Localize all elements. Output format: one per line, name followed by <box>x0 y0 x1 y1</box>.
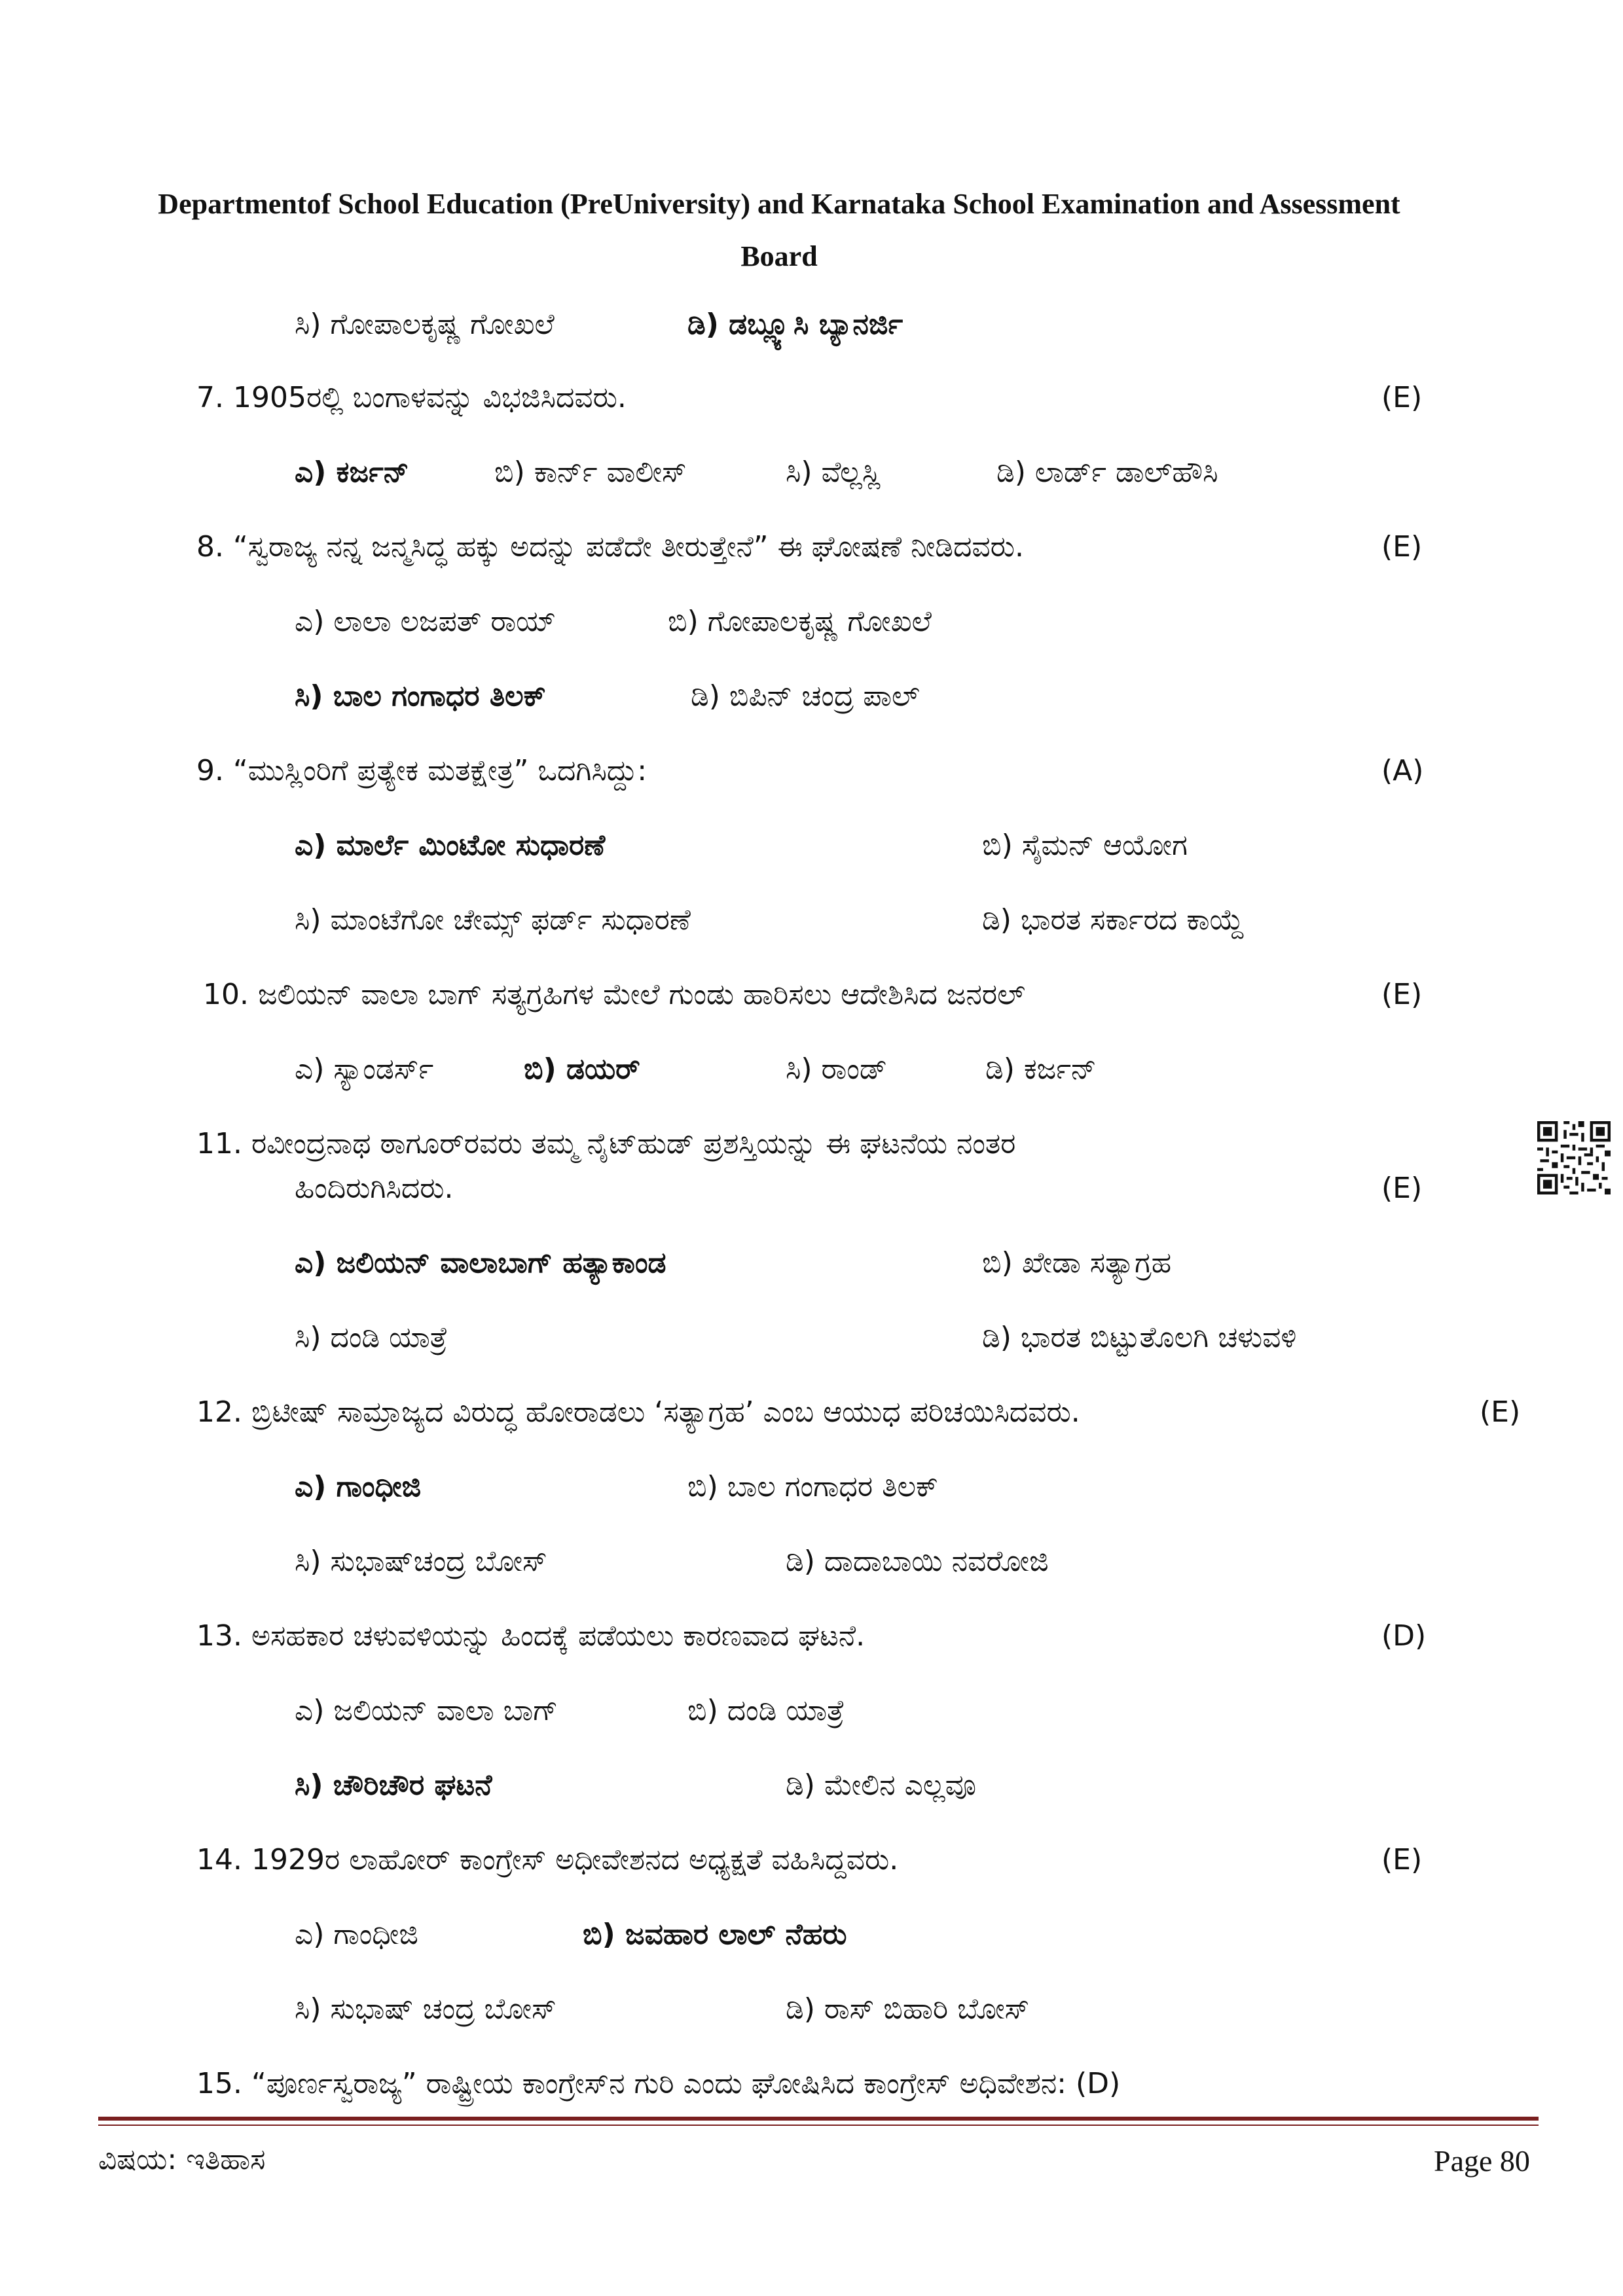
qr-code-icon <box>1537 1121 1611 1194</box>
q11-option-d: ಡಿ) ಭಾರತ ಬಿಟ್ಟುತೊಲಗಿ ಚಳುವಳಿ <box>982 1321 1297 1354</box>
q6-option-d: ಡಿ) ಡಬ್ಲ್ಯೂಸಿ ಬ್ಯಾನರ್ಜಿ <box>687 308 903 341</box>
header-line-1: Departmentof School Education (PreUniversity) and Karnataka School Examination and Assessment <box>158 188 1400 220</box>
q13-option-a: ಎ) ಜಲಿಯನ್ ವಾಲಾ ಬಾಗ್ <box>295 1694 558 1727</box>
q10-option-c: ಸಿ) ರಾಂಡ್ <box>786 1052 888 1086</box>
q12-option-d: ಡಿ) ದಾದಾಬಾಯಿ ನವರೋಜಿ <box>786 1545 1049 1578</box>
q11-grade: (E) <box>1381 1172 1423 1205</box>
q14-option-a: ಎ) ಗಾಂಧೀಜಿ <box>295 1918 418 1951</box>
q13-option-b: ಬಿ) ದಂಡಿ ಯಾತ್ರೆ <box>687 1694 845 1727</box>
q11-question-line-1: 11. ರವೀಂದ್ರನಾಥ ಠಾಗೂರ್‌ರವರು ತಮ್ಮ ನೈಟ್‌ಹುಡ್ ಪ್ರಶಸ್ತಿಯನ್ನು ಈ ಘಟನೆಯ ನಂತರ <box>196 1127 1016 1160</box>
q6-option-c: ಸಿ) ಗೋಪಾಲಕೃಷ್ಣ ಗೋಖಲೆ <box>295 308 555 341</box>
q9-option-c: ಸಿ) ಮಾಂಟೆಗೋ ಚೇಮ್ಸ್ ಫರ್ಡ್ ಸುಧಾರಣೆ <box>295 903 691 937</box>
page-number: Page 80 <box>1434 2144 1530 2178</box>
q8-option-c: ಸಿ) ಬಾಲ ಗಂಗಾಧರ ತಿಲಕ್ <box>295 679 546 713</box>
q9-option-b: ಬಿ) ಸೈಮನ್ ಆಯೋಗ <box>982 829 1188 862</box>
footer-subject: ವಿಷಯ: ಇತಿಹಾಸ <box>98 2143 266 2176</box>
q11-option-c: ಸಿ) ದಂಡಿ ಯಾತ್ರೆ <box>295 1321 448 1354</box>
q10-option-a: ಎ) ಸ್ಯಾಂಡರ್ಸ್ <box>295 1052 434 1086</box>
q11-question-line-2: ಹಿಂದಿರುಗಿಸಿದರು. <box>295 1172 454 1205</box>
footer-rule-thin <box>98 2125 1539 2126</box>
q13-option-c: ಸಿ) ಚೌರಿಚೌರ ಘಟನೆ <box>295 1768 492 1802</box>
q12-question: 12. ಬ್ರಿಟೀಷ್ ಸಾಮ್ರಾಜ್ಯದ ವಿರುದ್ಧ ಹೋರಾಡಲು ‘ಸತ್ಯಾಗ್ರಹ’ ಎಂಬ ಆಯುಧ ಪರಿಚಯಿಸಿದವರು. <box>196 1395 1080 1429</box>
q12-option-b: ಬಿ) ಬಾಲ ಗಂಗಾಧರ ತಿಲಕ್ <box>687 1470 939 1503</box>
q14-option-c: ಸಿ) ಸುಭಾಷ್ ಚಂದ್ರ ಬೋಸ್ <box>295 1992 556 2026</box>
q7-option-a: ಎ) ಕರ್ಜನ್ <box>295 456 409 489</box>
q13-question: 13. ಅಸಹಕಾರ ಚಳುವಳಿಯನ್ನು ಹಿಂದಕ್ಕೆ ಪಡೆಯಲು ಕಾರಣವಾದ ಘಟನೆ. <box>196 1619 866 1653</box>
q12-option-a: ಎ) ಗಾಂಧೀಜಿ <box>295 1470 422 1503</box>
q14-grade: (E) <box>1381 1843 1423 1876</box>
q15-question: 15. “ಪೂರ್ಣಸ್ವರಾಜ್ಯ” ರಾಷ್ಟ್ರೀಯ ಕಾಂಗ್ರೇಸ್‌ನ ಗುರಿ ಎಂದು ಘೋಷಿಸಿದ ಕಾಂಗ್ರೇಸ್ ಅಧಿವೇಶನ: (D) <box>196 2067 1121 2100</box>
q12-option-c: ಸಿ) ಸುಭಾಷ್‌ಚಂದ್ರ ಬೋಸ್ <box>295 1545 547 1578</box>
q7-grade: (E) <box>1381 381 1423 414</box>
q14-option-d: ಡಿ) ರಾಸ್ ಬಿಹಾರಿ ಬೋಸ್ <box>786 1992 1030 2026</box>
q9-grade: (A) <box>1381 754 1424 787</box>
q8-option-b: ಬಿ) ಗೋಪಾಲಕೃಷ್ಣ ಗೋಖಲೆ <box>668 605 932 638</box>
q8-grade: (E) <box>1381 530 1423 564</box>
q7-option-d: ಡಿ) ಲಾರ್ಡ್ ಡಾಲ್‌ಹೌಸಿ <box>996 456 1218 489</box>
q8-option-d: ಡಿ) ಬಿಪಿನ್ ಚಂದ್ರ ಪಾಲ್ <box>691 679 920 713</box>
q7-option-c: ಸಿ) ವೆಲ್ಲಸ್ಲಿ <box>786 456 881 489</box>
footer-rule-thick <box>98 2117 1539 2121</box>
q9-option-a: ಎ) ಮಾರ್ಲೆ ಮಿಂಟೋ ಸುಧಾರಣೆ <box>295 829 606 862</box>
q13-option-d: ಡಿ) ಮೇಲಿನ ಎಲ್ಲವೂ <box>786 1768 977 1802</box>
q10-grade: (E) <box>1381 978 1423 1011</box>
q9-option-d: ಡಿ) ಭಾರತ ಸರ್ಕಾರದ ಕಾಯ್ದೆ <box>982 903 1245 937</box>
q10-question: 10. ಜಲಿಯನ್ ವಾಲಾ ಬಾಗ್ ಸತ್ಯಗ್ರಹಿಗಳ ಮೇಲೆ ಗುಂಡು ಹಾರಿಸಲು ಆದೇಶಿಸಿದ ಜನರಲ್ <box>203 978 1025 1011</box>
q14-option-b: ಬಿ) ಜವಹಾರ ಲಾಲ್ ನೆಹರು <box>583 1918 847 1951</box>
page-header <box>118 178 1440 283</box>
q12-grade: (E) <box>1480 1395 1521 1429</box>
q13-grade: (D) <box>1381 1619 1427 1653</box>
q8-question: 8. “ಸ್ವರಾಜ್ಯ ನನ್ನ ಜನ್ಮಸಿದ್ಧ ಹಕ್ಕು ಅದನ್ನು ಪಡೆದೇ ತೀರುತ್ತೇನೆ” ಈ ಘೋಷಣೆ ನೀಡಿದವರು. <box>196 530 1024 564</box>
header-line-2: Board <box>740 240 818 272</box>
q11-option-b: ಬಿ) ಖೇಡಾ ಸತ್ಯಾಗ್ರಹ <box>982 1246 1172 1280</box>
q9-question: 9. “ಮುಸ್ಲಿಂರಿಗೆ ಪ್ರತ್ಯೇಕ ಮತಕ್ಷೇತ್ರ” ಒದಗಿಸಿದ್ದು: <box>196 754 647 787</box>
q8-option-a: ಎ) ಲಾಲಾ ಲಜಪತ್ ರಾಯ್ <box>295 605 556 638</box>
q10-option-b: ಬಿ) ಡಯರ್ <box>524 1052 640 1086</box>
q10-option-d: ಡಿ) ಕರ್ಜನ್ <box>985 1052 1097 1086</box>
q14-question: 14. 1929ರ ಲಾಹೋರ್ ಕಾಂಗ್ರೇಸ್ ಅಧೀವೇಶನದ ಅಧ್ಯಕ್ಷತೆ ವಹಿಸಿದ್ದವರು. <box>196 1843 899 1876</box>
q7-question: 7. 1905ರಲ್ಲಿ ಬಂಗಾಳವನ್ನು ವಿಭಜಿಸಿದವರು. <box>196 381 627 414</box>
q7-option-b: ಬಿ) ಕಾರ್ನ್ ವಾಲೀಸ್ <box>494 456 687 489</box>
q11-option-a: ಎ) ಜಲಿಯನ್ ವಾಲಾಬಾಗ್ ಹತ್ಯಾಕಾಂಡ <box>295 1246 666 1280</box>
